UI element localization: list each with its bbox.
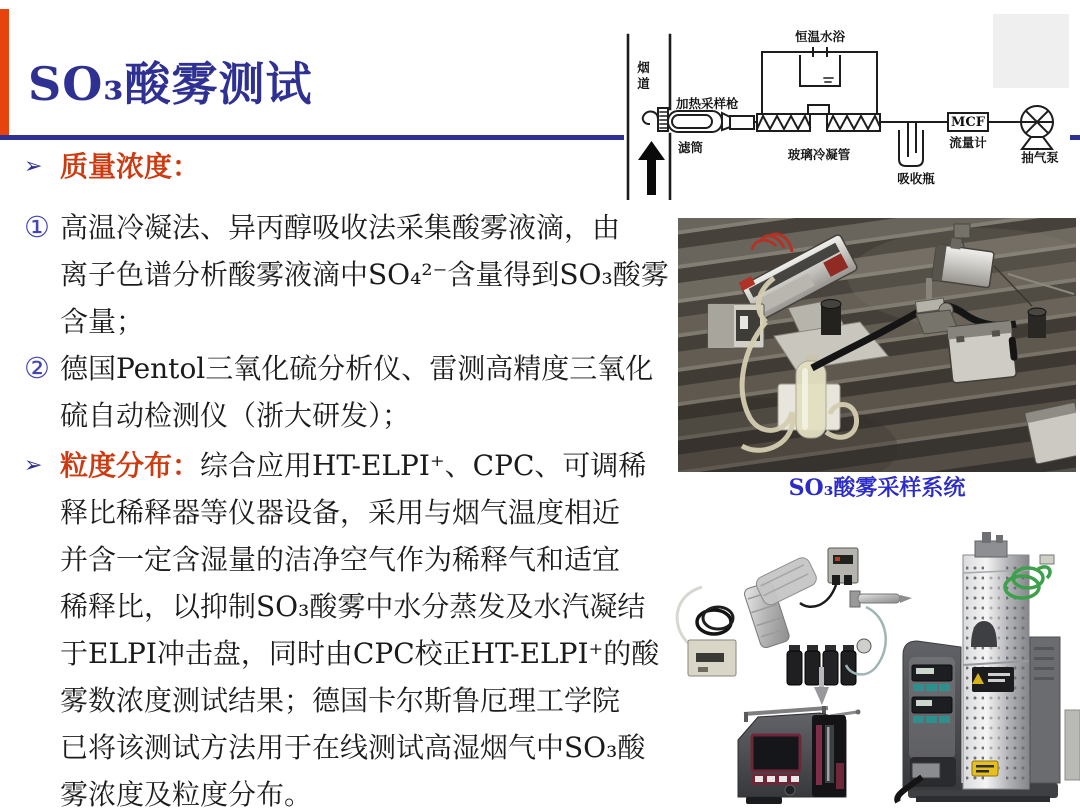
- label-flowmeter: 流量计: [949, 135, 987, 150]
- text-segment: 释比稀释器等仪器设备，采用与烟气温度相近: [60, 496, 621, 529]
- label-absorber: 吸收瓶: [897, 171, 935, 186]
- edge-partial-object: [1065, 710, 1080, 780]
- text-line: [60, 442, 647, 489]
- heading-lead: 粒度分布：: [60, 449, 201, 482]
- text-segment: 并含一定含湿量的洁净空气作为稀释气和适宜: [60, 543, 621, 576]
- text-line: [60, 143, 632, 190]
- text-segment: 稀释比，以抑制SO₃酸雾中水分蒸发及水汽凝结: [60, 590, 646, 623]
- circled-number-2: ②: [24, 351, 50, 385]
- text-line: [60, 345, 654, 392]
- text-segment: 于ELPI冲击盘，同时由CPC校正HT-ELPI⁺的酸: [60, 637, 660, 670]
- arrow-bullet: ➢: [24, 154, 43, 179]
- text-line: [60, 536, 632, 583]
- sampling-system-photo: [678, 218, 1076, 472]
- absorption-bottle: [899, 122, 923, 166]
- page-title: SO₃酸雾测试: [28, 57, 313, 111]
- text-line: [60, 677, 632, 724]
- text-segment: 雾数浓度测试结果；德国卡尔斯鲁厄理工学院: [60, 684, 621, 717]
- flight-case: [947, 321, 1019, 384]
- text-segment: 德国Pentol三氧化硫分析仪、雷测高精度三氧化: [60, 352, 654, 385]
- heading-lead: 质量浓度：: [60, 150, 201, 183]
- analyzer-photo: [738, 667, 861, 804]
- label-mcf: MCF: [951, 115, 985, 130]
- text-segment: 硫自动检测仪（浙大研发）；: [60, 399, 411, 432]
- label-flue: 烟道: [637, 60, 650, 91]
- instrument-photos: [660, 515, 1080, 810]
- text-segment: 含量；: [60, 305, 145, 338]
- paragraph: [24, 345, 654, 439]
- text-segment: 离子色谱分析酸雾液滴中SO₄²⁻含量得到SO₃酸雾: [60, 258, 669, 291]
- text-line: [60, 771, 632, 810]
- circled-number-1: ①: [24, 210, 50, 244]
- paragraph: [26, 143, 632, 190]
- label-bath: 恒温水浴: [794, 29, 845, 44]
- tower-instrument-photo: [897, 532, 1080, 802]
- text-line: [60, 204, 632, 251]
- text-segment: 高温冷凝法、异丙醇吸收法采集酸雾液滴，由: [60, 211, 621, 244]
- text-segment: 已将该测试方法用于在线测试高湿烟气中SO₃酸: [60, 731, 646, 764]
- content: [24, 143, 669, 810]
- paragraph: [24, 204, 669, 345]
- probe-assembly-photo: [677, 548, 912, 685]
- paragraph: [24, 442, 660, 810]
- label-condenser: 玻璃冷凝管: [787, 147, 851, 162]
- text-segment: 综合应用HT-ELPI⁺、CPC、可调稀: [200, 449, 647, 482]
- photo-caption: SO₃酸雾采样系统: [788, 475, 966, 501]
- flow-arrow: [638, 141, 665, 195]
- label-pump: 抽气泵: [1021, 150, 1059, 165]
- pump-symbol: [1021, 106, 1053, 149]
- text-line: [60, 724, 646, 771]
- watermark-area: [993, 14, 1069, 88]
- sampling-train-diagram: [624, 8, 1070, 200]
- sampling-probe: [643, 108, 760, 132]
- red-accent-bar: [0, 9, 9, 135]
- text-line: [60, 392, 632, 439]
- text-line: [60, 583, 646, 630]
- label-filter: 滤筒: [678, 140, 704, 155]
- text-line: [60, 630, 660, 677]
- text-line: [60, 251, 669, 298]
- text-line: [60, 298, 632, 345]
- text-segment: 雾浓度及粒度分布。: [60, 778, 313, 810]
- label-probe-gun: 加热采样枪: [676, 96, 739, 111]
- text-line: [60, 489, 632, 536]
- arrow-bullet: ➢: [24, 453, 43, 478]
